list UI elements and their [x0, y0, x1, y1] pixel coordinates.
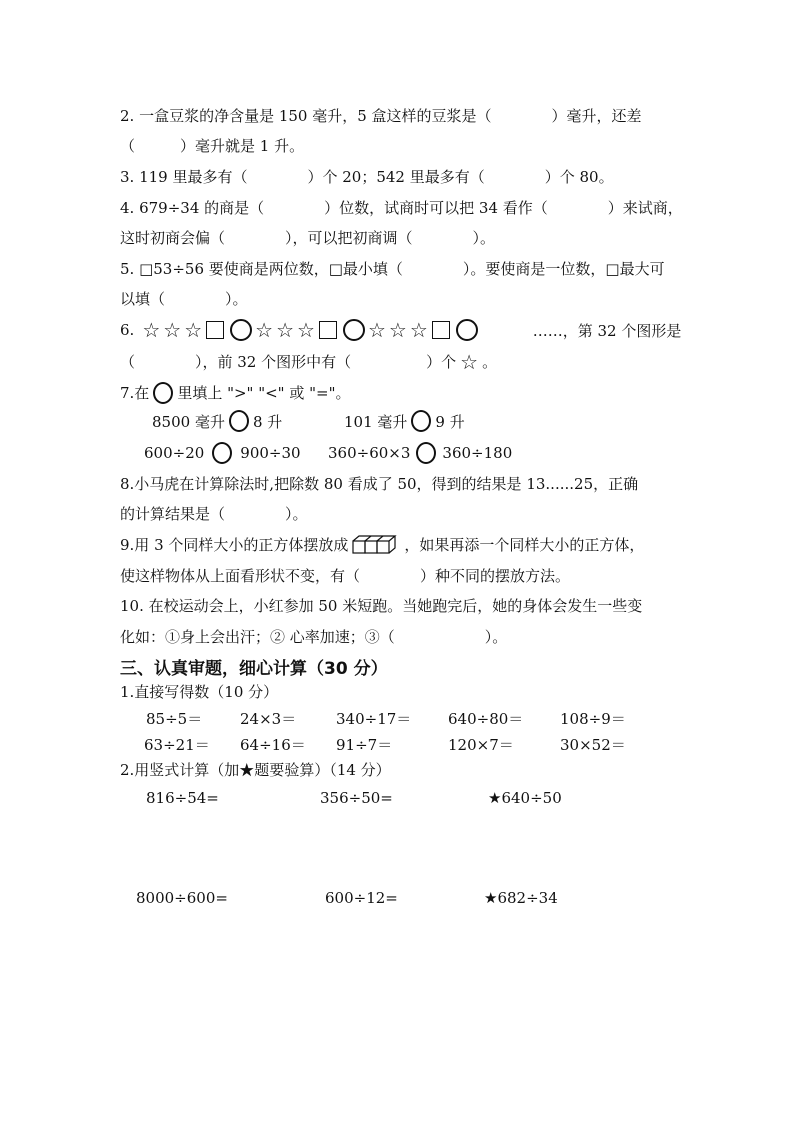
q9-line1-b: ，如果再添一个同样大小的正方体，	[404, 536, 645, 554]
q7-compare-4	[328, 442, 512, 464]
star-icon: ☆	[163, 318, 182, 342]
circle-icon	[230, 319, 252, 341]
q7-intro	[120, 382, 351, 404]
calc1-title: 1.直接写得数（10 分）	[120, 683, 279, 701]
star-icon: ☆	[460, 350, 479, 374]
q10-line2: 化如：①身上会出汗；② 心率加速；③（ ）。	[120, 628, 508, 646]
compare-left: 8500 毫升	[152, 412, 225, 431]
calc2-item: 600÷12=	[325, 889, 398, 907]
calc1-item: 108÷9＝	[560, 710, 626, 728]
compare-circle[interactable]	[229, 410, 249, 432]
square-icon	[206, 321, 224, 339]
q5-line1: 5. □53÷56 要使商是两位数，□最小填（ ）。要使商是一位数，□最大可	[120, 260, 665, 278]
q4-line1: 4. 679÷34 的商是（ ）位数，试商时可以把 34 看作（ ）来试商，	[120, 199, 683, 217]
compare-left: 600÷20	[144, 444, 205, 462]
calc1-item: 24×3＝	[240, 710, 297, 728]
calc1-item: 640÷80＝	[448, 710, 524, 728]
q10-line1: 10. 在校运动会上，小红参加 50 米短跑。当她跑完后，她的身体会发生一些变	[120, 597, 643, 615]
compare-right: 360÷180	[442, 444, 513, 462]
q9-line1	[120, 535, 644, 555]
square-icon	[319, 321, 337, 339]
q8-line2: 的计算结果是（ ）。	[120, 505, 308, 523]
q6-pattern-row	[120, 318, 681, 342]
q2-line2: （ ）毫升就是 1 升。	[120, 137, 305, 155]
star-icon: ☆	[255, 318, 274, 342]
circle-icon	[456, 319, 478, 341]
star-icon: ☆	[184, 318, 203, 342]
q6-line2-end: 。	[482, 353, 498, 371]
calc1-item: 340÷17＝	[336, 710, 412, 728]
star-icon: ☆	[276, 318, 294, 342]
calc2-item: ★682÷34	[484, 889, 558, 907]
compare-left: 360÷60×3	[328, 444, 411, 462]
star-icon: ☆	[297, 318, 315, 342]
q7-compare-3	[144, 442, 301, 464]
calc1-item: 91÷7＝	[336, 736, 393, 754]
star-icon: ☆	[409, 318, 428, 342]
compare-right: 8 升	[252, 412, 283, 431]
calc2-title: 2.用竖式计算（加★题要验算）（14 分）	[120, 761, 391, 779]
calc1-item: 30×52＝	[560, 736, 626, 754]
q7-compare-2	[344, 410, 465, 432]
calc1-item: 120×7＝	[448, 736, 514, 754]
star-icon: ☆	[142, 318, 161, 342]
compare-circle[interactable]	[411, 410, 431, 432]
q7-intro-a: 7.在	[120, 384, 150, 402]
star-icon: ☆	[367, 318, 386, 342]
q9-line1-a: 9.用 3 个同样大小的正方体摆放成	[120, 536, 349, 554]
q8-line1: 8.小马虎在计算除法时,把除数 80 看成了 50，得到的结果是 13......25，正确	[120, 475, 639, 493]
circle-icon	[343, 319, 365, 341]
q7-intro-b: 里填上 ">" "<" 或 "="。	[177, 384, 351, 402]
calc2-item: 356÷50=	[320, 789, 393, 807]
calc2-item: ★640÷50	[488, 789, 562, 807]
compare-right: 900÷30	[240, 444, 301, 462]
q5-line2: 以填（ ）。	[120, 290, 248, 308]
calc2-item: 816÷54=	[146, 789, 219, 807]
q3-line1: 3. 119 里最多有（ ）个 20；542 里最多有（ ）个 80。	[120, 168, 614, 186]
q6-line2-text: （ ），前 32 个图形中有（ ）个	[120, 353, 457, 371]
q6-tail: ……，第 32 个图形是	[532, 321, 682, 340]
compare-circle[interactable]	[416, 442, 436, 464]
circle-icon	[153, 382, 173, 404]
q6-line2	[120, 352, 497, 372]
compare-left: 101 毫升	[344, 412, 408, 431]
q7-compare-1	[152, 410, 282, 432]
q9-line2: 使这样物体从上面看形状不变，有（ ）种不同的摆放方法。	[120, 567, 571, 585]
section-3-title: 三、认真审题，细心计算（30 分）	[120, 659, 388, 679]
calc1-item: 64÷16＝	[240, 736, 306, 754]
q6-number: 6.	[120, 321, 135, 339]
star-icon: ☆	[388, 318, 407, 342]
q2-line1: 2. 一盒豆浆的净含量是 150 毫升，5 盒这样的豆浆是（ ）毫升，还差	[120, 107, 642, 125]
compare-circle[interactable]	[212, 442, 232, 464]
calc1-item: 63÷21＝	[144, 736, 210, 754]
compare-right: 9 升	[435, 412, 465, 431]
three-cubes-icon	[352, 535, 400, 555]
square-icon	[432, 321, 450, 339]
calc2-item: 8000÷600=	[136, 889, 228, 907]
q4-line2: 这时初商会偏（ ），可以把初商调（ ）。	[120, 229, 496, 247]
calc1-item: 85÷5＝	[146, 710, 203, 728]
